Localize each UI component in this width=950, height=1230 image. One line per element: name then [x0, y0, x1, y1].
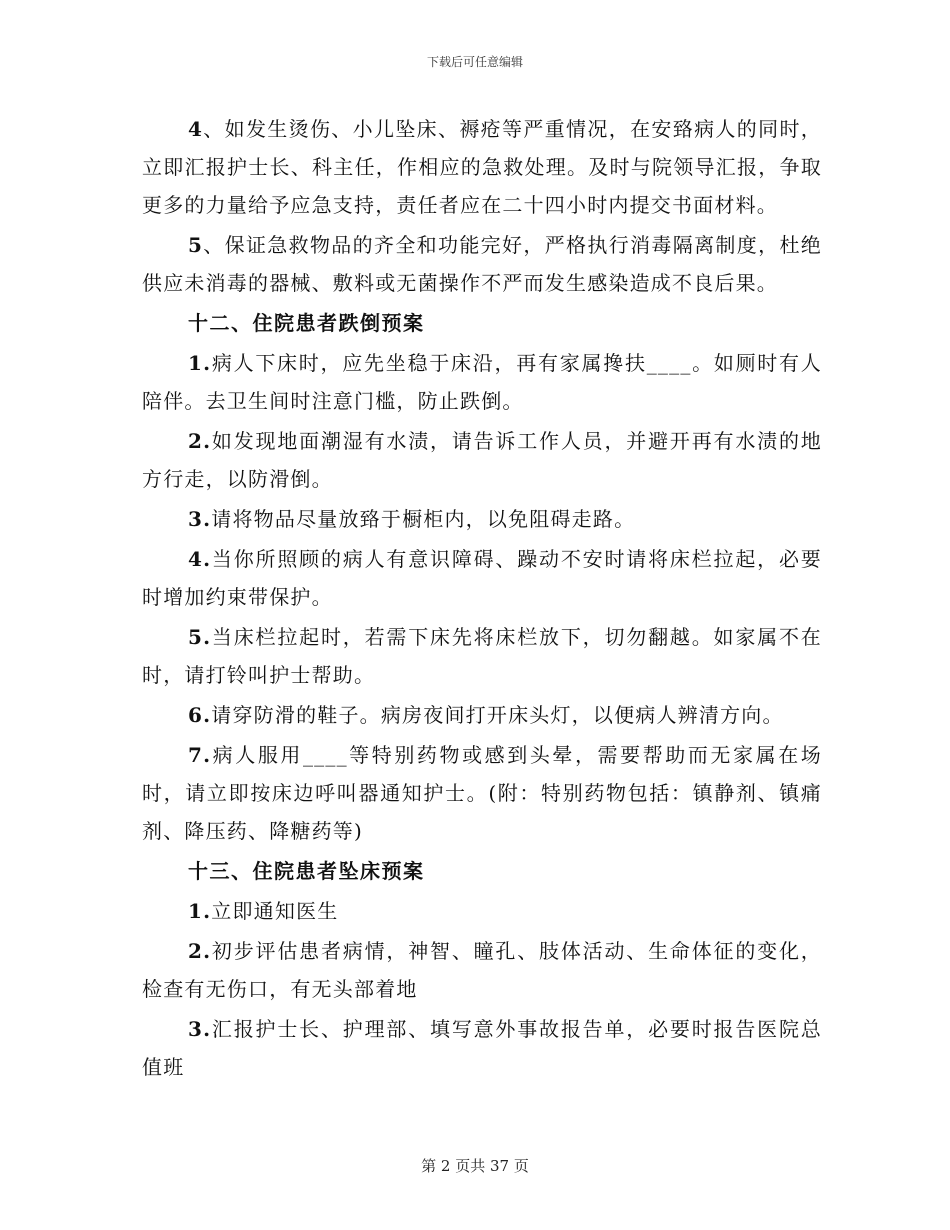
item-number: 5. [188, 625, 212, 649]
item-number: 2. [188, 429, 212, 453]
paragraph-text: 立即通知医生 [211, 899, 339, 923]
item-number: 3. [188, 507, 212, 531]
paragraph-text: 如发现地面潮湿有水渍，请告诉工作人员，并避开再有水渍的地方行走，以防滑倒。 [142, 429, 822, 491]
item-number: 5 [188, 233, 204, 257]
paragraph-text: 请穿防滑的鞋子。病房夜间打开床头灯，以便病人辨清方向。 [211, 703, 784, 727]
item-number: 3. [188, 1017, 212, 1041]
item-number: 4 [188, 117, 204, 141]
paragraph-text: 病人下床时，应先坐稳于床沿，再有家属搀扶____。如厕时有人陪伴。去卫生间时注意门槛，防止跌倒。 [142, 351, 822, 413]
item-number: 2. [188, 939, 212, 963]
fall-item-2 [142, 422, 822, 498]
paragraph-4 [142, 110, 822, 224]
bedfall-item-1 [142, 892, 822, 930]
paragraph-text: 当你所照顾的病人有意识障碍、躁动不安时请将床栏拉起，必要时增加约束带保护。 [142, 547, 822, 609]
fall-item-6 [142, 696, 822, 734]
document-body [142, 110, 822, 1088]
bedfall-item-2 [142, 932, 822, 1008]
fall-item-4 [142, 540, 822, 616]
paragraph-text: 当床栏拉起时，若需下床先将床栏放下，切勿翻越。如家属不在时，请打铃叫护士帮助。 [142, 625, 822, 687]
page-footer: 第 2 页共 37 页 [421, 1157, 529, 1175]
paragraph-text: 请将物品尽量放臵于橱柜内，以免阻碍走路。 [211, 507, 636, 531]
paragraph-text: 汇报护士长、护理部、填写意外事故报告单，必要时报告医院总值班 [142, 1017, 822, 1079]
paragraph-text: 、如发生烫伤、小儿坠床、褥疮等严重情况，在安臵病人的同时，立即汇报护士长、科主任，作相应的急救处理。及时与院领导汇报，争取更多的力量给予应急支持，责任者应在二十四小时内提交书面材料。 [142, 117, 822, 217]
bedfall-item-3 [142, 1010, 822, 1086]
item-number: 4. [188, 547, 212, 571]
section-heading-fall: 十二、住院患者跌倒预案 [188, 311, 425, 335]
fall-item-7 [142, 736, 822, 850]
fall-item-5 [142, 618, 822, 694]
paragraph-5 [142, 226, 822, 302]
page-header: 下载后可任意编辑 [426, 55, 523, 69]
item-number: 1. [188, 899, 212, 923]
paragraph-text: 病人服用____等特别药物或感到头晕，需要帮助而无家属在场时，请立即按床边呼叫器通知护士。(附：特别药物包括：镇静剂、镇痛剂、降压药、降糖药等) [142, 743, 822, 843]
item-number: 6. [188, 703, 212, 727]
item-number: 7. [188, 743, 212, 767]
section-heading-bed-fall: 十三、住院患者坠床预案 [188, 859, 425, 883]
fall-item-1 [142, 344, 822, 420]
paragraph-text: 、保证急救物品的齐全和功能完好，严格执行消毒隔离制度，杜绝供应未消毒的器械、敷料或无菌操作不严而发生感染造成不良后果。 [142, 233, 822, 295]
paragraph-text: 初步评估患者病情，神智、瞳孔、肢体活动、生命体征的变化，检查有无伤口，有无头部着地 [142, 939, 822, 1001]
fall-item-3 [142, 500, 822, 538]
item-number: 1. [188, 351, 212, 375]
